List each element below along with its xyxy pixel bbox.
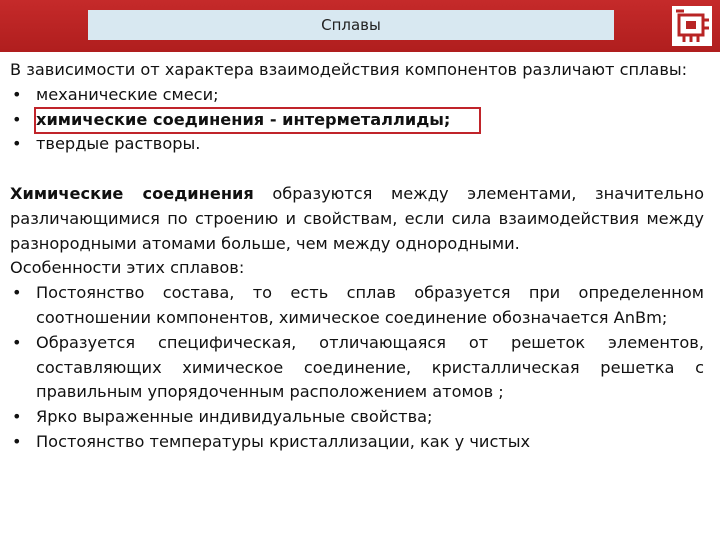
- alloy-types-list: [10, 83, 704, 157]
- chip-logo-icon: [672, 6, 712, 46]
- list-item-highlighted: [10, 108, 704, 133]
- list-item-text: твердые растворы.: [36, 134, 201, 154]
- list-item: [10, 405, 704, 430]
- list-item-text: Постоянство температуры кристаллизации, как у чистых: [36, 431, 531, 451]
- list-item: [10, 430, 704, 455]
- list-item: [10, 83, 704, 108]
- list-item-text: химические соединения - интерметаллиды;: [36, 109, 451, 129]
- list-item: [10, 132, 704, 157]
- list-item-text: Ярко выраженные индивидуальные свойства;: [36, 407, 433, 427]
- intro-paragraph: В зависимости от характера взаимодействия компонентов различают сплавы:: [10, 60, 688, 79]
- slide-title-text: Сплавы: [321, 16, 381, 34]
- list-item-text: Образуется специфическая, отличающаяся от решеток элементов, составляющих химическое соединение, кристаллическая решетка с правильным упорядоченным расположением атомов ;: [36, 332, 704, 402]
- term-definition: образуются между элементами, значительно различающимися по строению и свойствам, если сила взаимодействия между разнородными атомами больше, чем между однородными.: [10, 183, 704, 253]
- term-bold: Химические соединения: [10, 183, 254, 203]
- slide-title: [88, 10, 614, 40]
- list-item-text: Постоянство состава, то есть сплав образуется при определенном соотношении компонентов, химическое соединение обозначается AnBm;: [36, 283, 704, 327]
- features-heading: Особенности этих сплавов:: [10, 258, 245, 278]
- features-list: [10, 281, 704, 455]
- list-item: [10, 281, 704, 331]
- list-item: [10, 331, 704, 405]
- slide-content: [10, 58, 704, 455]
- spacer: [10, 157, 704, 182]
- chemical-compounds-paragraph: [10, 182, 704, 256]
- list-item-text: механические смеси;: [36, 84, 219, 104]
